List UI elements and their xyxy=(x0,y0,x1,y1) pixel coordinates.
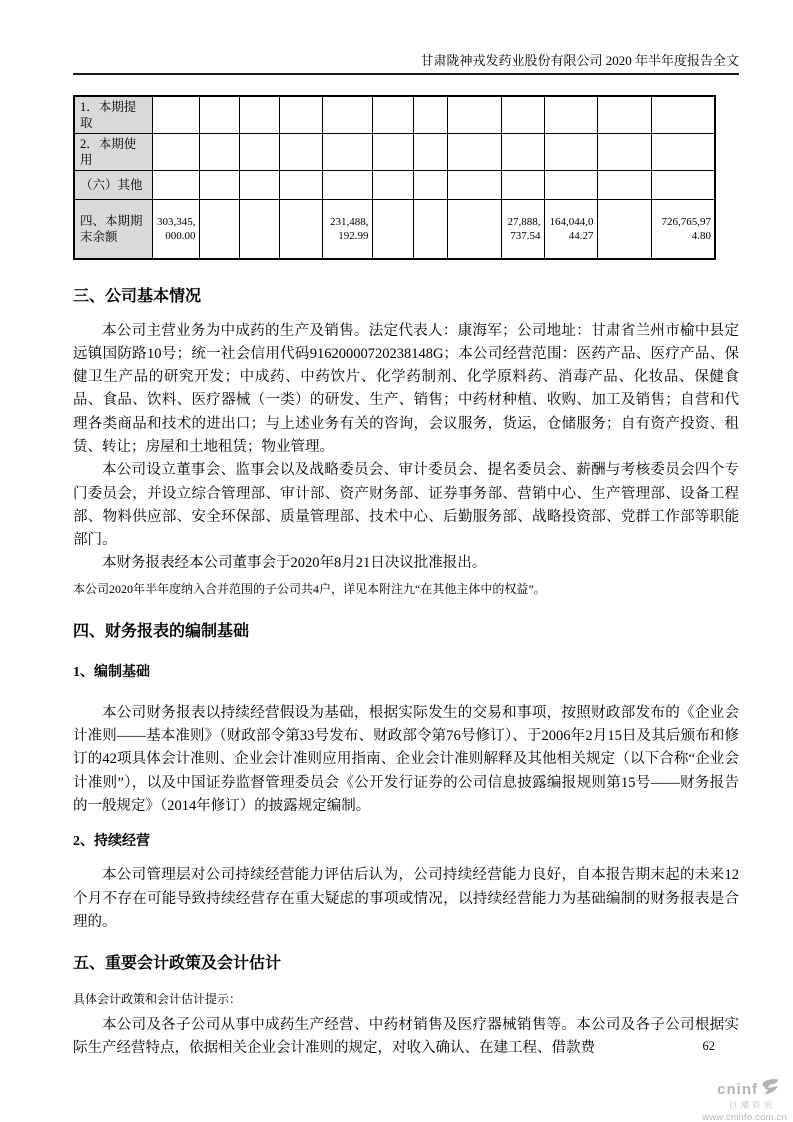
row-label-cell: 2．本期使用 xyxy=(74,134,152,171)
paragraph-basis: 本公司财务报表以持续经营假设为基础，根据实际发生的交易和事项，按照财政部发布的《企业会计准则——基本准则》（财政部令第33号发布、财政部令第76号修订）、于2006年2月15日及其后颁布和修订的42项具体会计准则、企业会计准则应用指南、企业会计准则解释及其他相关规定（以下合称“企业会计准则”），以及中国证券监督管理委员会《公开发行证券的公司信息披露编报规则第15号——财务报告的一般规定》（2014年修订）的披露规定编制。 xyxy=(73,704,739,814)
note-consolidation-scope: 本公司2020年半年度纳入合并范围的子公司共4户，详见本附注九“在其他主体中的权益”。 xyxy=(73,581,546,596)
paragraph-policies: 本公司及各子公司从事中成药生产经营、中药材销售及医疗器械销售等。本公司及各子公司根据实际生产经营特点，依据相关企业会计准则的规定，对收入确认、在建工程、借款费 xyxy=(73,1017,739,1057)
value-cell xyxy=(152,96,199,134)
table-row xyxy=(74,200,715,259)
cninfo-swirl-icon xyxy=(760,1079,779,1100)
value-cell xyxy=(199,134,239,171)
value-cell xyxy=(651,134,715,171)
row-label-cell: 1．本期提取 xyxy=(74,96,152,134)
subsection-heading-basis: 1、编制基础 xyxy=(73,664,150,680)
cninfo-logo-row xyxy=(679,1079,789,1100)
note-policy-hint: 具体会计政策和会计估计提示： xyxy=(73,992,242,1007)
value-cell xyxy=(322,134,372,171)
value-cell xyxy=(651,171,715,200)
equity-change-table-fragment xyxy=(73,95,716,260)
value-cell xyxy=(239,200,279,259)
table-row xyxy=(74,171,715,200)
value-cell xyxy=(413,96,447,134)
table-row xyxy=(74,134,715,171)
value-cell xyxy=(413,200,447,259)
value-cell xyxy=(199,96,239,134)
value-cell xyxy=(372,96,413,134)
value-cell xyxy=(279,200,322,259)
value-cell xyxy=(372,200,413,259)
cninfo-logo xyxy=(679,1079,789,1122)
value-cell xyxy=(322,171,372,200)
value-cell xyxy=(447,96,501,134)
cninfo-url-text: www.cninfo.com.cn xyxy=(702,1112,787,1122)
value-cell xyxy=(544,96,597,134)
value-cell xyxy=(597,200,651,259)
value-cell xyxy=(447,200,501,259)
value-cell xyxy=(501,96,544,134)
row-label-cell: 四、本期期末余额 xyxy=(74,200,152,259)
value-cell xyxy=(199,171,239,200)
value-cell xyxy=(447,171,501,200)
subsection-heading-going-concern: 2、持续经营 xyxy=(73,834,150,850)
paragraph-org-structure: 本公司设立董事会、监事会以及战略委员会、审计委员会、提名委员会、薪酬与考核委员会四个专门委员会，并设立综合管理部、审计部、资产财务部、证券事务部、营销中心、生产管理部、设备工程部、物料供应部、安全环保部、质量管理部、技术中心、后勤服务部、战略投资部、党群工作部等职能部门。 xyxy=(73,462,739,549)
value-cell: 726,765,974.80 xyxy=(651,200,715,259)
document-title: 甘肃陇神戎发药业股份有限公司 2020 年半年度报告全文 xyxy=(420,53,739,68)
value-cell xyxy=(199,200,239,259)
value-cell xyxy=(239,96,279,134)
value-cell xyxy=(279,134,322,171)
value-cell xyxy=(447,134,501,171)
section-heading-company-profile: 三、公司基本情况 xyxy=(73,287,202,305)
value-cell: 303,345,000.00 xyxy=(152,200,199,259)
value-cell xyxy=(239,171,279,200)
paragraph-going-concern: 本公司管理层对公司持续经营能力评估后认为，公司持续经营能力良好，自本报告期末起的未来12个月不存在可能导致持续经营存在重大疑虑的事项或情况，以持续经营能力为基础编制的财务报表是合理的。 xyxy=(73,867,739,930)
paragraph-report-approval: 本财务报表经本公司董事会于2020年8月21日决议批准报出。 xyxy=(102,555,487,572)
value-cell xyxy=(279,171,322,200)
section-heading-accounting-policies: 五、重要会计政策及会计估计 xyxy=(73,955,282,973)
document-header xyxy=(73,52,739,75)
value-cell xyxy=(152,171,199,200)
value-cell xyxy=(279,96,322,134)
cninfo-cn-text: 巨潮资讯 xyxy=(728,1100,775,1110)
value-cell: 164,044,044.27 xyxy=(544,200,597,259)
value-cell xyxy=(501,134,544,171)
row-label-cell: （六）其他 xyxy=(74,171,152,200)
value-cell xyxy=(501,171,544,200)
cninfo-brand-text: cninf xyxy=(717,1081,758,1098)
value-cell xyxy=(597,134,651,171)
value-cell xyxy=(651,96,715,134)
value-cell xyxy=(152,134,199,171)
value-cell xyxy=(544,134,597,171)
value-cell xyxy=(413,171,447,200)
paragraph-business-scope: 本公司主营业务为中成药的生产及销售。法定代表人：康海军；公司地址：甘肃省兰州市榆中县定远镇国防路10号；统一社会信用代码91620000720238148G；本公司经营范围：医药产品、医疗产品、保健卫生产品的研究开发；中成药、中药饮片、化学药制剂、化学原料药、消毒产品、化妆品、保健食品、食品、饮料、医疗器械（一类）的研发、生产、销售；中药材种植、收购、加工及销售；自营和代理各类商品和技术的进出口；与上述业务有关的咨询，会议服务，货运，仓储服务；自有资产投资、租赁、转让；房屋和土地租赁；物业管理。 xyxy=(73,322,739,455)
value-cell xyxy=(544,171,597,200)
value-cell xyxy=(372,171,413,200)
value-cell xyxy=(597,96,651,134)
section-heading-preparation-basis: 四、财务报表的编制基础 xyxy=(73,622,250,640)
page-number: 62 xyxy=(702,1039,715,1053)
value-cell xyxy=(239,134,279,171)
value-cell xyxy=(322,96,372,134)
value-cell xyxy=(413,134,447,171)
value-cell xyxy=(597,171,651,200)
value-cell xyxy=(372,134,413,171)
value-cell: 231,488,192.99 xyxy=(322,200,372,259)
page-content xyxy=(73,0,739,1061)
value-cell: 27,888,737.54 xyxy=(501,200,544,259)
table-row xyxy=(74,96,715,134)
